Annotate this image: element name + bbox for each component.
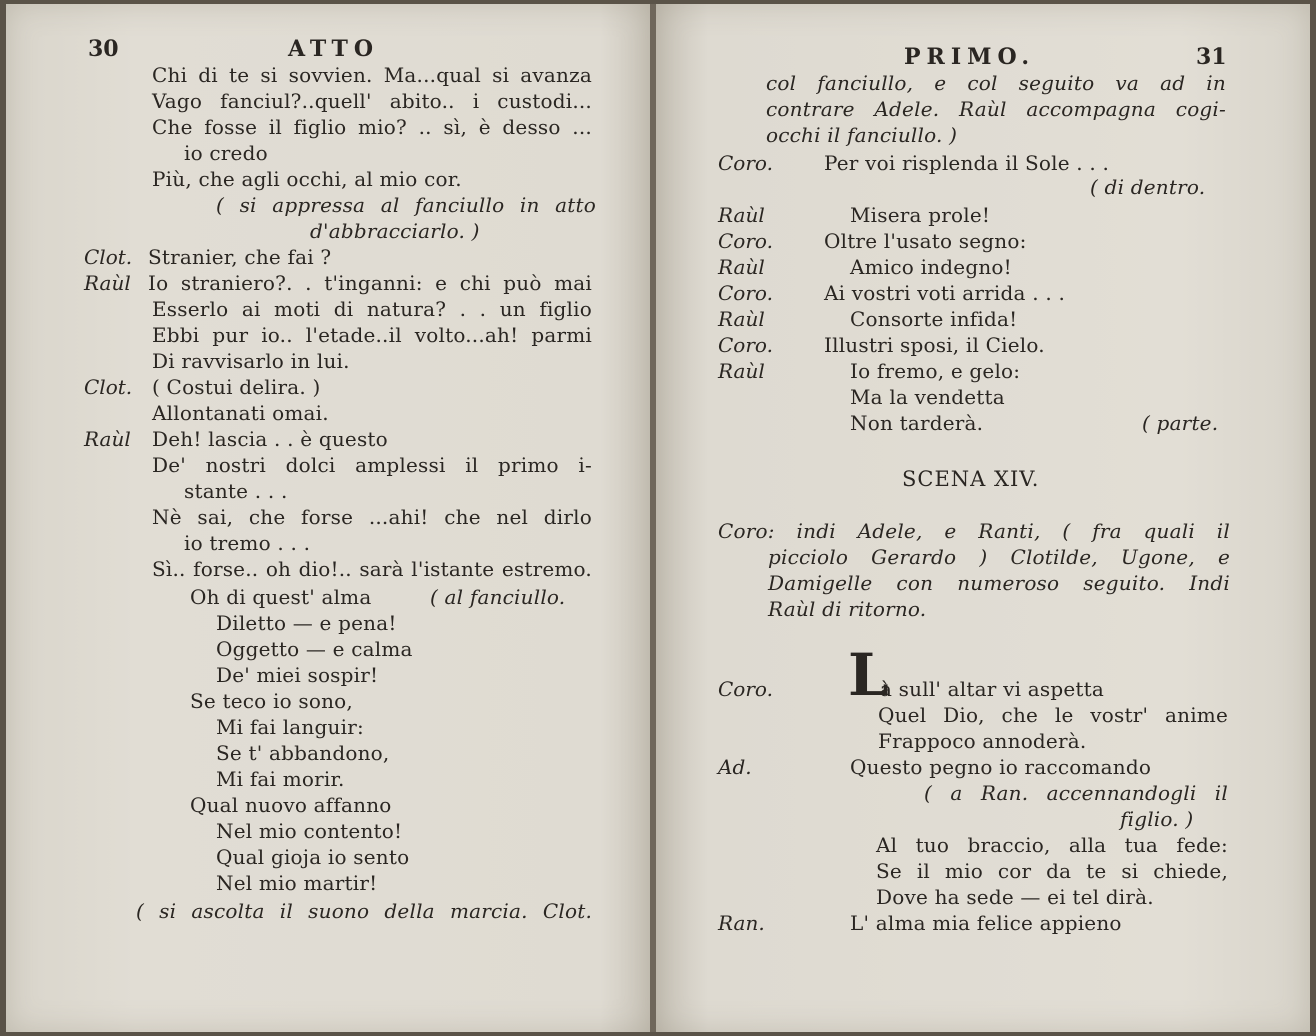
verse-line: Se t' abbandono,: [216, 741, 390, 765]
verse-line: Nel mio contento!: [216, 819, 403, 843]
speaker-label: Coro.: [718, 281, 773, 305]
verse-line: Mi fai languir:: [216, 715, 364, 739]
drop-cap: L: [848, 641, 889, 709]
stage-direction-line: col fanciullo, e col seguito va ad in: [766, 71, 1226, 95]
page-number: 31: [1196, 44, 1227, 70]
right-page: [656, 4, 1310, 1032]
verse-line: Allontanati omai.: [152, 401, 329, 425]
speaker-label: Coro.: [718, 229, 773, 253]
stage-direction-line: ( si ascolta il suono della marcia. Clot.: [136, 899, 592, 923]
running-head: PRIMO.: [904, 44, 1036, 70]
stage-direction-line: occhi il fanciullo. ): [766, 123, 958, 147]
speaker-label: Clot.: [84, 245, 133, 269]
verse-line: Per voi risplenda il Sole . . .: [824, 151, 1110, 175]
stage-direction-line: Damigelle con numeroso seguito. Indi: [768, 571, 1230, 595]
verse-line: Dove ha sede — ei tel dirà.: [876, 885, 1154, 909]
verse-line: Sì.. forse.. oh dio!.. sarà l'istante estremo.: [152, 557, 592, 581]
speaker-label: Coro.: [718, 677, 773, 701]
verse-line: Esserlo ai moti di natura? . . un figlio: [152, 297, 592, 321]
stage-direction-line: d'abbracciarlo. ): [310, 219, 480, 243]
verse-line: Oggetto — e calma: [216, 637, 413, 661]
speaker-label: Raùl: [718, 203, 765, 227]
stage-direction-line: ( parte.: [1142, 411, 1219, 435]
verse-line: Qual gioja io sento: [216, 845, 410, 869]
verse-line: stante . . .: [184, 479, 288, 503]
left-page: [6, 4, 652, 1032]
verse-line: à sull' altar vi aspetta: [880, 677, 1104, 701]
verse-line: Oh di quest' alma: [190, 585, 372, 609]
verse-line: De' nostri dolci amplessi il primo i-: [152, 453, 592, 477]
running-head: ATTO: [288, 36, 379, 62]
verse-line: Misera prole!: [850, 203, 991, 227]
stage-direction-line: Coro: indi Adele, e Ranti, ( fra quali il: [718, 519, 1230, 543]
verse-line: Io straniero?. . t'inganni: e chi può mai: [148, 271, 592, 295]
scene-title: SCENA XIV.: [902, 467, 1040, 491]
stage-direction-line: ( al fanciullo.: [430, 585, 566, 609]
speaker-label: Ran.: [718, 911, 765, 935]
verse-line: Ma la vendetta: [850, 385, 1005, 409]
speaker-label: Ad.: [718, 755, 752, 779]
verse-line: De' miei sospir!: [216, 663, 379, 687]
stage-direction-line: ( a Ran. accennandogli il: [924, 781, 1228, 805]
verse-line: io credo: [184, 141, 268, 165]
verse-line: L' alma mia felice appieno: [850, 911, 1122, 935]
verse-line: Mi fai morir.: [216, 767, 345, 791]
verse-line: Di ravvisarlo in lui.: [152, 349, 350, 373]
verse-line: io tremo . . .: [184, 531, 311, 555]
speaker-label: Raùl: [84, 427, 131, 451]
speaker-label: Raùl: [718, 359, 765, 383]
verse-line: Oltre l'usato segno:: [824, 229, 1027, 253]
book-spread: [6, 4, 1310, 1032]
verse-line: Vago fanciul?..quell' abito.. i custodi...: [152, 89, 592, 113]
verse-line: Consorte infida!: [850, 307, 1018, 331]
speaker-label: Coro.: [718, 151, 773, 175]
verse-line: Amico indegno!: [850, 255, 1012, 279]
verse-line: Ebbi pur io.. l'etade..il volto...ah! parmi: [152, 323, 592, 347]
verse-line: Se il mio cor da te si chiede,: [876, 859, 1228, 883]
verse-line: Io fremo, e gelo:: [850, 359, 1021, 383]
verse-line: Al tuo braccio, alla tua fede:: [876, 833, 1228, 857]
verse-line: Non tarderà.: [850, 411, 984, 435]
stage-direction-line: contrare Adele. Raùl accompagna cogi-: [766, 97, 1226, 121]
verse-line: Diletto — e pena!: [216, 611, 397, 635]
speaker-label: Raùl: [718, 255, 765, 279]
verse-line: Più, che agli occhi, al mio cor.: [152, 167, 462, 191]
verse-line: Stranier, che fai ?: [148, 245, 332, 269]
verse-line: Se teco io sono,: [190, 689, 353, 713]
verse-line: Questo pegno io raccomando: [850, 755, 1152, 779]
stage-direction-line: ( di dentro.: [1090, 175, 1206, 199]
page-number: 30: [88, 36, 119, 62]
verse-line: Che fosse il figlio mio? .. sì, è desso ...: [152, 115, 592, 139]
verse-line: Chi di te si sovvien. Ma...qual si avanza: [152, 63, 592, 87]
verse-line: ( Costui delira. ): [152, 375, 321, 399]
verse-line: Illustri sposi, il Cielo.: [824, 333, 1045, 357]
verse-line: Nè sai, che forse ...ahi! che nel dirlo: [152, 505, 592, 529]
verse-line: Frappoco annoderà.: [878, 729, 1087, 753]
speaker-label: Clot.: [84, 375, 133, 399]
verse-line: Quel Dio, che le vostr' anime: [878, 703, 1228, 727]
verse-line: Deh! lascia . . è questo: [152, 427, 388, 451]
speaker-label: Raùl: [84, 271, 131, 295]
speaker-label: Raùl: [718, 307, 765, 331]
verse-line: Ai vostri voti arrida . . .: [824, 281, 1065, 305]
verse-line: Qual nuovo affanno: [190, 793, 392, 817]
stage-direction-line: figlio. ): [1120, 807, 1194, 831]
stage-direction-line: Raùl di ritorno.: [768, 597, 927, 621]
verse-line: Nel mio martir!: [216, 871, 378, 895]
stage-direction-line: picciolo Gerardo ) Clotilde, Ugone, e: [768, 545, 1230, 569]
stage-direction-line: ( si appressa al fanciullo in atto: [216, 193, 596, 217]
speaker-label: Coro.: [718, 333, 773, 357]
